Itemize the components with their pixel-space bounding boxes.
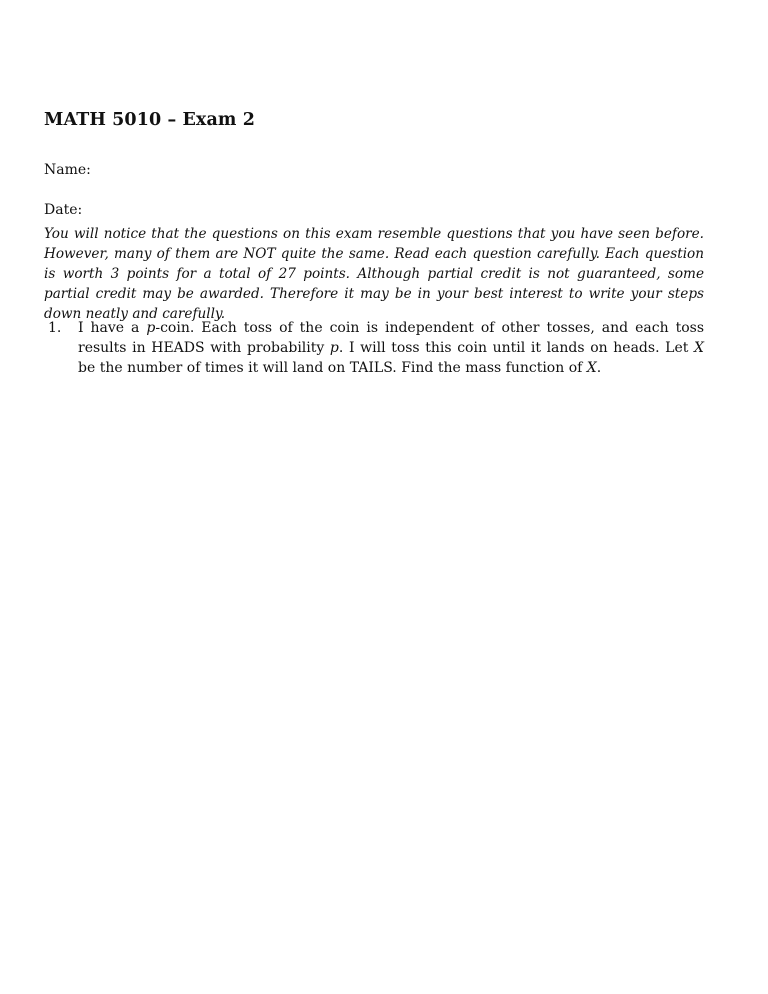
question-text-segment: -coin. Each toss of the coin is independent of other tosses, and each toss results in HEADS with probability xyxy=(78,320,704,356)
math-variable: p xyxy=(146,320,156,336)
question-text-segment: be the number of times it will land on TAILS. Find the mass function of xyxy=(78,360,587,376)
date-label: Date: xyxy=(44,202,83,218)
page-title: MATH 5010 – Exam 2 xyxy=(44,110,255,130)
math-variable: p xyxy=(329,340,339,356)
question-text-segment: . xyxy=(596,360,602,376)
question-text-segment: . I will toss this coin until it lands on heads. Let xyxy=(338,340,695,356)
question-text xyxy=(78,320,704,376)
question-number: 1. xyxy=(48,320,62,336)
question-text-segment: I have a xyxy=(78,320,147,336)
question-list xyxy=(44,318,704,378)
question-item xyxy=(44,318,704,378)
name-label: Name: xyxy=(44,162,91,178)
exam-instructions: You will notice that the questions on this exam resemble questions that you have seen before. However, many of them are NOT quite the same. Read each question carefully. Each question is worth 3 points for a total of 27 points. Although partial credit is not guaranteed, some partial credit may be awarded. Therefore it may be in your best interest to write your steps down neatly and carefully. xyxy=(44,226,704,322)
math-variable: X xyxy=(694,340,704,356)
math-variable: X xyxy=(586,360,597,376)
